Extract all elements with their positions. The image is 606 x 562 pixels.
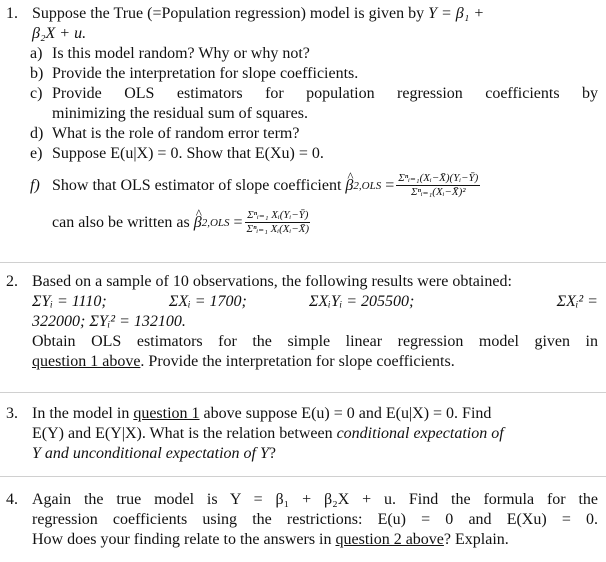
slope-fraction-1: $\frac{\text{Σⁿᵢ₌₁(Xᵢ−X̄)(Yᵢ−Ȳ)}}{\text{Σⁿᵢ₌₁(Xᵢ−X̄)²}}$ bbox=[398, 172, 479, 198]
question-1-intro-cont: β₂X + u. bbox=[32, 25, 87, 42]
question-2-line1: Based on a sample of 10 observations, the following results were obtained: bbox=[32, 273, 512, 290]
question-3-number: 3. bbox=[6, 405, 18, 422]
question-1-model-eq: Y = β₁ + bbox=[428, 5, 485, 22]
question-1 bbox=[6, 4, 598, 236]
beta-subscript-2: 2,OLS bbox=[201, 216, 230, 229]
divider bbox=[0, 392, 606, 393]
q1-item-f: f) Show that OLS estimator of slope coefficient ^ β 2,OLS = $\frac{\text{Σⁿᵢ₌₁(Xᵢ−X̄)(Yᵢ−Ȳ)}}{\text{Σⁿᵢ₌₁(Xᵢ−X̄)²}}$ bbox=[6, 172, 598, 199]
question-3-line3: Y and unconditional expectation of Y? bbox=[32, 445, 276, 462]
question-1-link-2[interactable]: question 1 bbox=[133, 405, 200, 422]
q1-item-d: d) What is the role of random error term? bbox=[30, 125, 300, 142]
question-3: 3. In the model in question 1 above suppose E(u) = 0 and E(u|X) = 0. Find E(Y) and E(Y|X). What is the relation between conditional expectation of Y and unconditional expectation of Y? bbox=[6, 404, 598, 464]
divider bbox=[0, 262, 606, 263]
question-2-link[interactable]: question 2 above bbox=[335, 531, 444, 548]
question-2-sums-cont: 322000; ΣYᵢ² = 132100. bbox=[32, 313, 186, 330]
question-4-line1: Again the true model is Y = β₁ + β₂X + u. Find the formula for the bbox=[32, 491, 598, 508]
question-4 bbox=[6, 490, 598, 550]
q1-item-c-cont: minimizing the residual sum of squares. bbox=[52, 105, 308, 122]
divider bbox=[0, 476, 606, 477]
q1-item-f-alt: can also be written as ^ β 2,OLS = $\frac{\text{Σⁿᵢ₌₁ Xᵢ(Yᵢ−Ȳ)}}{\text{Σⁿᵢ₌₁ Xᵢ(Xᵢ−X̄)}}$ bbox=[6, 209, 598, 236]
question-2-number: 2. bbox=[6, 273, 18, 290]
q1-item-c: c) Provide OLS estimators for population regression coefficients by bbox=[30, 85, 598, 102]
question-2-line4: Obtain OLS estimators for the simple linear regression model given in bbox=[32, 333, 598, 350]
beta-hat-symbol: ^ β bbox=[345, 176, 353, 196]
slope-fraction-2: $\frac{\text{Σⁿᵢ₌₁ Xᵢ(Yᵢ−Ȳ)}}{\text{Σⁿᵢ₌₁ Xᵢ(Xᵢ−X̄)}}$ bbox=[246, 209, 310, 235]
equals-sign: = bbox=[385, 176, 395, 194]
question-1-intro: Suppose the True (=Population regression) model is given by bbox=[32, 5, 425, 22]
question-2-sums: ΣYᵢ = 1110; ΣXᵢ = 1700; ΣXᵢYᵢ = 205500; ΣXᵢ² = bbox=[32, 293, 598, 310]
q1-item-e: e) Suppose E(u|X) = 0. Show that E(Xu) = 0. bbox=[30, 145, 324, 162]
question-4-number: 4. bbox=[6, 491, 18, 508]
q1-item-b: b) Provide the interpretation for slope coefficients. bbox=[30, 65, 359, 82]
question-1-link[interactable]: question 1 above bbox=[32, 353, 141, 370]
question-1-number: 1. bbox=[6, 5, 18, 22]
question-3-line2: E(Y) and E(Y|X). What is the relation between conditional expectation of bbox=[32, 425, 504, 442]
equals-sign-2: = bbox=[233, 213, 243, 231]
question-4-line3: How does your finding relate to the answers in question 2 above? Explain. bbox=[32, 531, 509, 548]
question-2-line5: question 1 above. Provide the interpretation for slope coefficients. bbox=[32, 353, 455, 370]
beta-subscript: 2,OLS bbox=[353, 179, 382, 192]
beta-hat-symbol-2: ^ β bbox=[194, 213, 202, 233]
q1-item-a: a) Is this model random? Why or why not? bbox=[30, 45, 310, 62]
question-4-line2: regression coefficients using the restrictions: E(u) = 0 and E(Xu) = 0. bbox=[32, 511, 598, 528]
question-2 bbox=[6, 272, 598, 372]
